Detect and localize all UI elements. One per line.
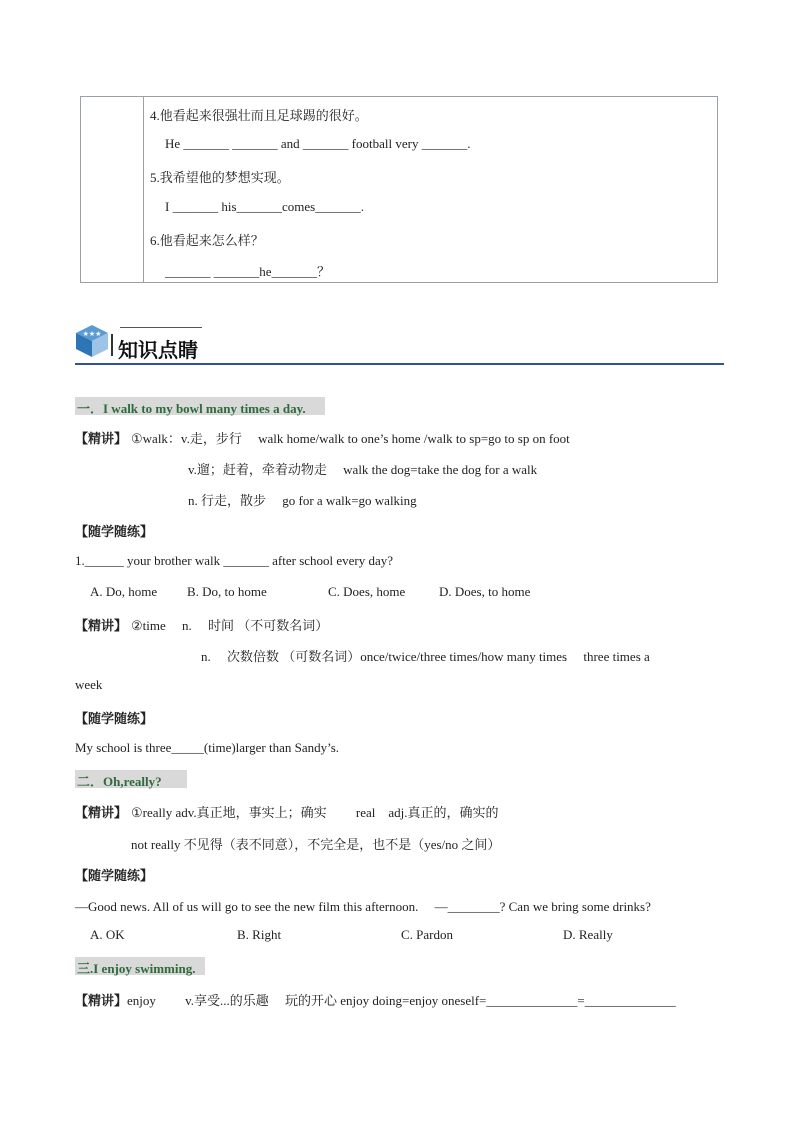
question-6-answer: _______ _______he_______？ bbox=[165, 264, 331, 279]
question-5-answer: I _______ his_______comes_______. bbox=[165, 199, 364, 214]
option-d-2: D. Really bbox=[563, 927, 613, 942]
practice-label-3: 【随学随练】 bbox=[75, 868, 154, 883]
practice-question-3: —Good news. All of us will go to see the new film this afternoon. —________? Can we bring some drinks? bbox=[75, 899, 651, 914]
practice-question-2: My school is three_____(time)larger than Sandy’s. bbox=[75, 740, 340, 755]
table-divider bbox=[143, 97, 144, 282]
heading-band-3 bbox=[75, 957, 205, 975]
header-top-rule bbox=[120, 327, 202, 328]
option-b-1: B. Do, to home bbox=[187, 584, 267, 599]
time-explanation-1: ②time n. 时间 （不可数名词） bbox=[131, 618, 329, 633]
question-6: 6.他看起来怎么样？ bbox=[150, 233, 264, 248]
header-bar bbox=[111, 334, 113, 356]
walk-explanation-3: n. 行走，散步 go for a walk=go walking bbox=[188, 493, 417, 508]
heading-band-2 bbox=[75, 770, 187, 788]
section-2-heading: 二．Oh,really? bbox=[77, 774, 162, 789]
option-c-1: C. Does, home bbox=[328, 584, 406, 599]
option-a-2: A. OK bbox=[90, 927, 125, 942]
option-b-2: B. Right bbox=[237, 927, 282, 942]
heading-band-1 bbox=[75, 397, 325, 415]
header-underline bbox=[75, 363, 724, 365]
jj-label-4: 【精讲】 bbox=[75, 993, 128, 1008]
section-1-heading: 一．I walk to my bowl many times a day. bbox=[77, 401, 306, 416]
walk-explanation-1: ①walk：v.走，步行 walk home/walk to one’s home /walk to sp=go to sp on foot bbox=[131, 431, 570, 446]
question-4-answer: He _______ _______ and _______ football very _______. bbox=[165, 136, 471, 151]
time-explanation-3: week bbox=[75, 677, 103, 692]
section-title: 知识点睛 bbox=[118, 338, 198, 362]
option-d-1: D. Does, to home bbox=[439, 584, 531, 599]
jj-label-3: 【精讲】 bbox=[75, 805, 128, 820]
time-explanation-2: n. 次数倍数 （可数名词）once/twice/three times/how many times three times a bbox=[201, 649, 650, 664]
really-explanation-1: ①really adv.真正地，事实上；确实 real adj.真正的，确实的 bbox=[131, 805, 499, 820]
section-3-heading: 三.I enjoy swimming. bbox=[77, 961, 196, 976]
section-badge-icon bbox=[72, 323, 112, 359]
svg-text:★★★: ★★★ bbox=[82, 330, 102, 338]
question-4: 4.他看起来很强壮而且足球踢的很好。 bbox=[150, 108, 368, 123]
question-5: 5.我希望他的梦想实现。 bbox=[150, 170, 290, 185]
really-explanation-2: not really 不见得（表不同意），不完全是，也不是（yes/no 之间） bbox=[131, 837, 501, 852]
jj-label-1: 【精讲】 bbox=[75, 431, 128, 446]
option-a-1: A. Do, home bbox=[90, 584, 158, 599]
practice-question-1: 1.______ your brother walk _______ after school every day? bbox=[75, 553, 394, 568]
option-c-2: C. Pardon bbox=[401, 927, 453, 942]
practice-label-2: 【随学随练】 bbox=[75, 711, 154, 726]
practice-label-1: 【随学随练】 bbox=[75, 524, 154, 539]
jj-label-2: 【精讲】 bbox=[75, 618, 128, 633]
exercise-table bbox=[80, 96, 718, 283]
walk-explanation-2: v.遛；赶着，牵着动物走 walk the dog=take the dog for a walk bbox=[188, 462, 538, 477]
enjoy-explanation: enjoy v.享受...的乐趣 玩的开心 enjoy doing=enjoy oneself=______________=______________ bbox=[127, 993, 676, 1008]
